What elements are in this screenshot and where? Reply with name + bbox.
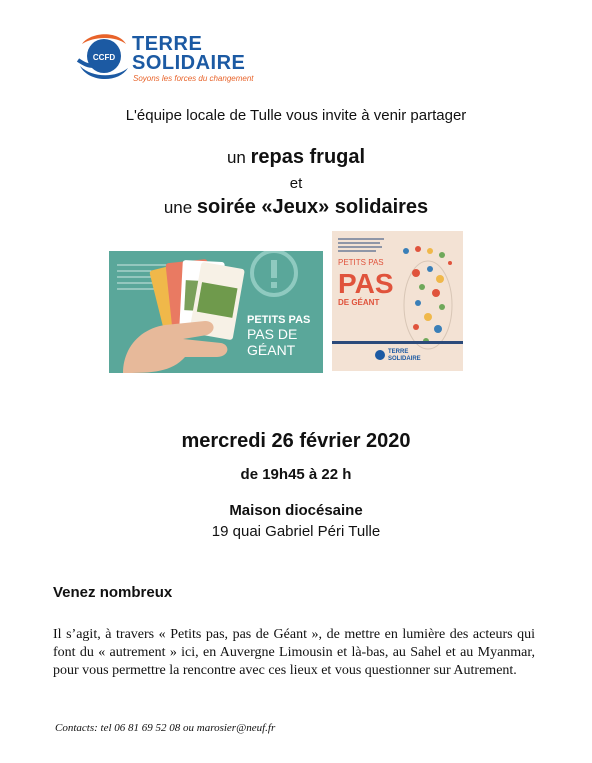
logo-terre: TERRE: [132, 33, 203, 55]
event-line-2: et: [289, 175, 303, 192]
event-line-1: [0, 146, 592, 169]
description-paragraph: Il s’agit, à travers « Petits pas, pas de Géant », de mettre en lumière des acteurs qui font du « autrement » ici, en Auvergne Limousin et là-bas, au Sahel et au Myanmar, pour vous permettre la rencontre avec ces lieux et vous questionner sur Autrement.: [53, 627, 535, 678]
contacts-line: Contacts: tel 06 81 69 52 08 ou marosier@neuf.fr: [55, 722, 276, 734]
event-date: mercredi 26 février 2020: [181, 430, 411, 452]
cards-title-line-3: GÉANT: [247, 342, 296, 358]
event-time: de 19h45 à 22 h: [240, 466, 352, 483]
footprint-illustration: [403, 246, 452, 349]
venez-heading: Venez nombreux: [53, 584, 173, 601]
poster-title-line-2: PAS: [338, 268, 394, 299]
event-line-3: [0, 196, 592, 219]
logo-tagline: Soyons les forces du changement: [133, 74, 254, 83]
venue-address: 19 quai Gabriel Péri Tulle: [211, 523, 381, 540]
poster-title-line-3: DE GÉANT: [338, 298, 380, 307]
logo-ccfd-text: CCFD: [92, 53, 116, 62]
hand-shape: [123, 321, 227, 373]
event-line-3-bold: soirée «Jeux» solidaires: [196, 196, 429, 218]
cards-title-line-2: PAS DE: [247, 326, 298, 342]
venue-name: Maison diocésaine: [229, 502, 363, 519]
logo-solidaire: SOLIDAIRE: [132, 52, 246, 74]
cards-title-line-1: PETITS PAS: [247, 314, 311, 326]
poster-logo-line-2: SOLIDAIRE: [388, 356, 421, 362]
poster-title-line-1: PETITS PAS: [338, 258, 384, 267]
poster-image: [332, 231, 463, 371]
ccfd-logo: [76, 30, 276, 86]
cards-photo: [109, 251, 323, 373]
poster-logo-line-1: TERRE: [388, 349, 409, 355]
event-line-3-prefix: une: [163, 198, 197, 217]
invite-text: L'équipe locale de Tulle vous invite à venir partager: [125, 107, 467, 124]
event-line-1-prefix: un: [226, 148, 251, 167]
hands-globe-icon: [76, 30, 130, 84]
event-line-1-bold: repas frugal: [250, 146, 366, 168]
poster-logo-icon: [375, 350, 385, 360]
